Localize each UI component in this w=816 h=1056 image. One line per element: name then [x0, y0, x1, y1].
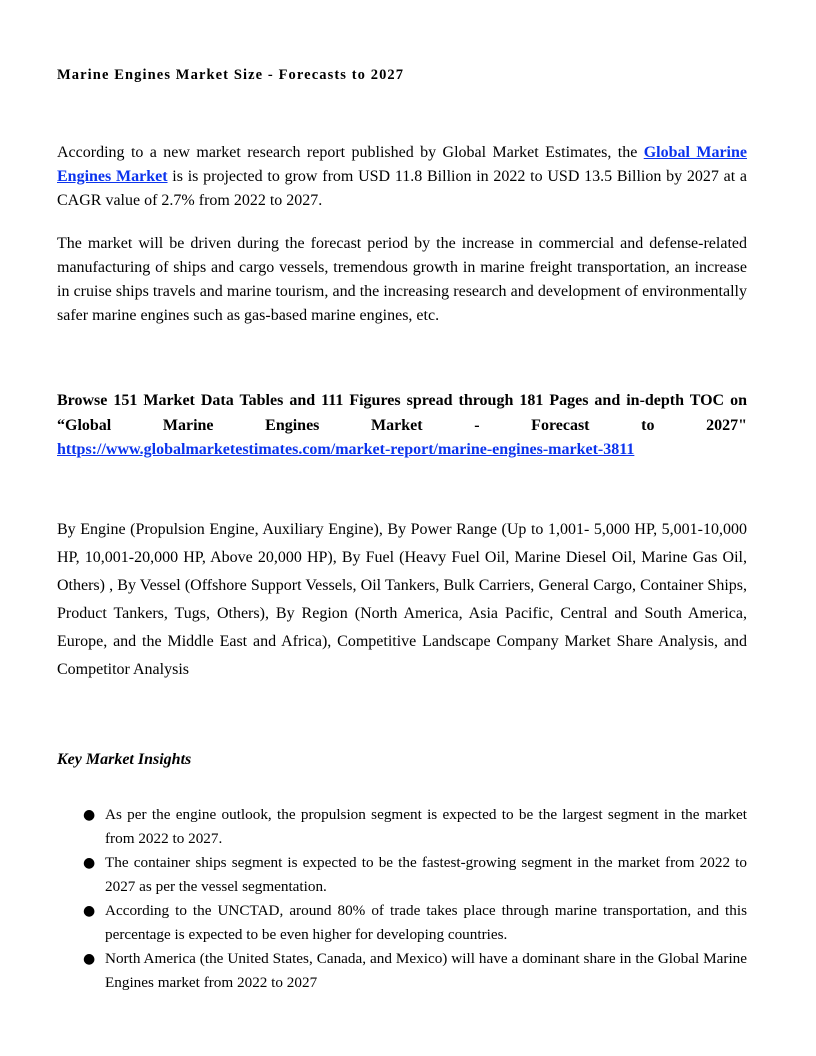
- bullet-icon: ●: [83, 807, 96, 823]
- list-item-text: According to the UNCTAD, around 80% of trade takes place through marine transportation, and this percentage is expected to be even higher for developing countries.: [105, 902, 747, 943]
- list-item-text: As per the engine outlook, the propulsion segment is expected to be the largest segment in the market from 2022 to 2027.: [105, 806, 747, 847]
- browse-text: Browse 151 Market Data Tables and 111 Figures spread through 181 Pages and in-depth TOC on “Global Marine Engines Market - Forecast to 2027": [57, 392, 747, 434]
- document-title: Marine Engines Market Size - Forecasts to 2027: [57, 67, 405, 83]
- segmentation-paragraph: By Engine (Propulsion Engine, Auxiliary Engine), By Power Range (Up to 1,001- 5,000 HP, 5,001-10,000 HP, 10,001-20,000 HP, Above 20,000 HP), By Fuel (Heavy Fuel Oil, Marine Diesel Oil, Marine Gas Oil, Others) , By Vessel (Offshore Support Vessels, Oil Tankers, Bulk Carriers, General Cargo, Container Ships, Product Tankers, Tugs, Others), By Region (North America, Asia Pacific, Central and South America, Europe, and the Middle East and Africa), Competitive Landscape Company Market Share Analysis, and Competitor Analysis: [57, 521, 747, 678]
- list-item: [57, 899, 747, 947]
- list-item-text: North America (the United States, Canada, and Mexico) will have a dominant share in the Global Marine Engines market from 2022 to 2027: [105, 950, 747, 991]
- key-market-insights-heading: Key Market Insights: [57, 751, 192, 768]
- drivers-paragraph: The market will be driven during the forecast period by the increase in commercial and defense-related manufacturing of ships and cargo vessels, tremendous growth in marine freight transportation, an increase in cruise ships travels and marine tourism, and the increasing research and development of environmentally safer marine engines such as gas-based marine engines, etc.: [57, 235, 747, 324]
- list-item: [57, 947, 747, 995]
- bullet-icon: ●: [83, 951, 96, 967]
- intro-paragraph: [57, 141, 747, 213]
- list-item: [57, 851, 747, 899]
- global-marine-engines-market-link[interactable]: Global Marine Engines Market: [57, 144, 747, 185]
- intro-text-after: is is projected to grow from USD 11.8 Billion in 2022 to USD 13.5 Billion by 2027 at a CAGR value of 2.7% from 2022 to 2027.: [57, 168, 747, 209]
- list-item-text: The container ships segment is expected to be the fastest-growing segment in the market from 2022 to 2027 as per the vessel segmentation.: [105, 854, 747, 895]
- list-item: [57, 803, 747, 851]
- bullet-icon: ●: [83, 855, 96, 871]
- browse-paragraph: [57, 389, 747, 463]
- bullet-icon: ●: [83, 903, 96, 919]
- intro-text-before: According to a new market research report published by Global Market Estimates, the: [57, 144, 644, 161]
- report-url-link[interactable]: https://www.globalmarketestimates.com/market-report/marine-engines-market-3811: [57, 441, 635, 458]
- insights-list: [57, 803, 747, 995]
